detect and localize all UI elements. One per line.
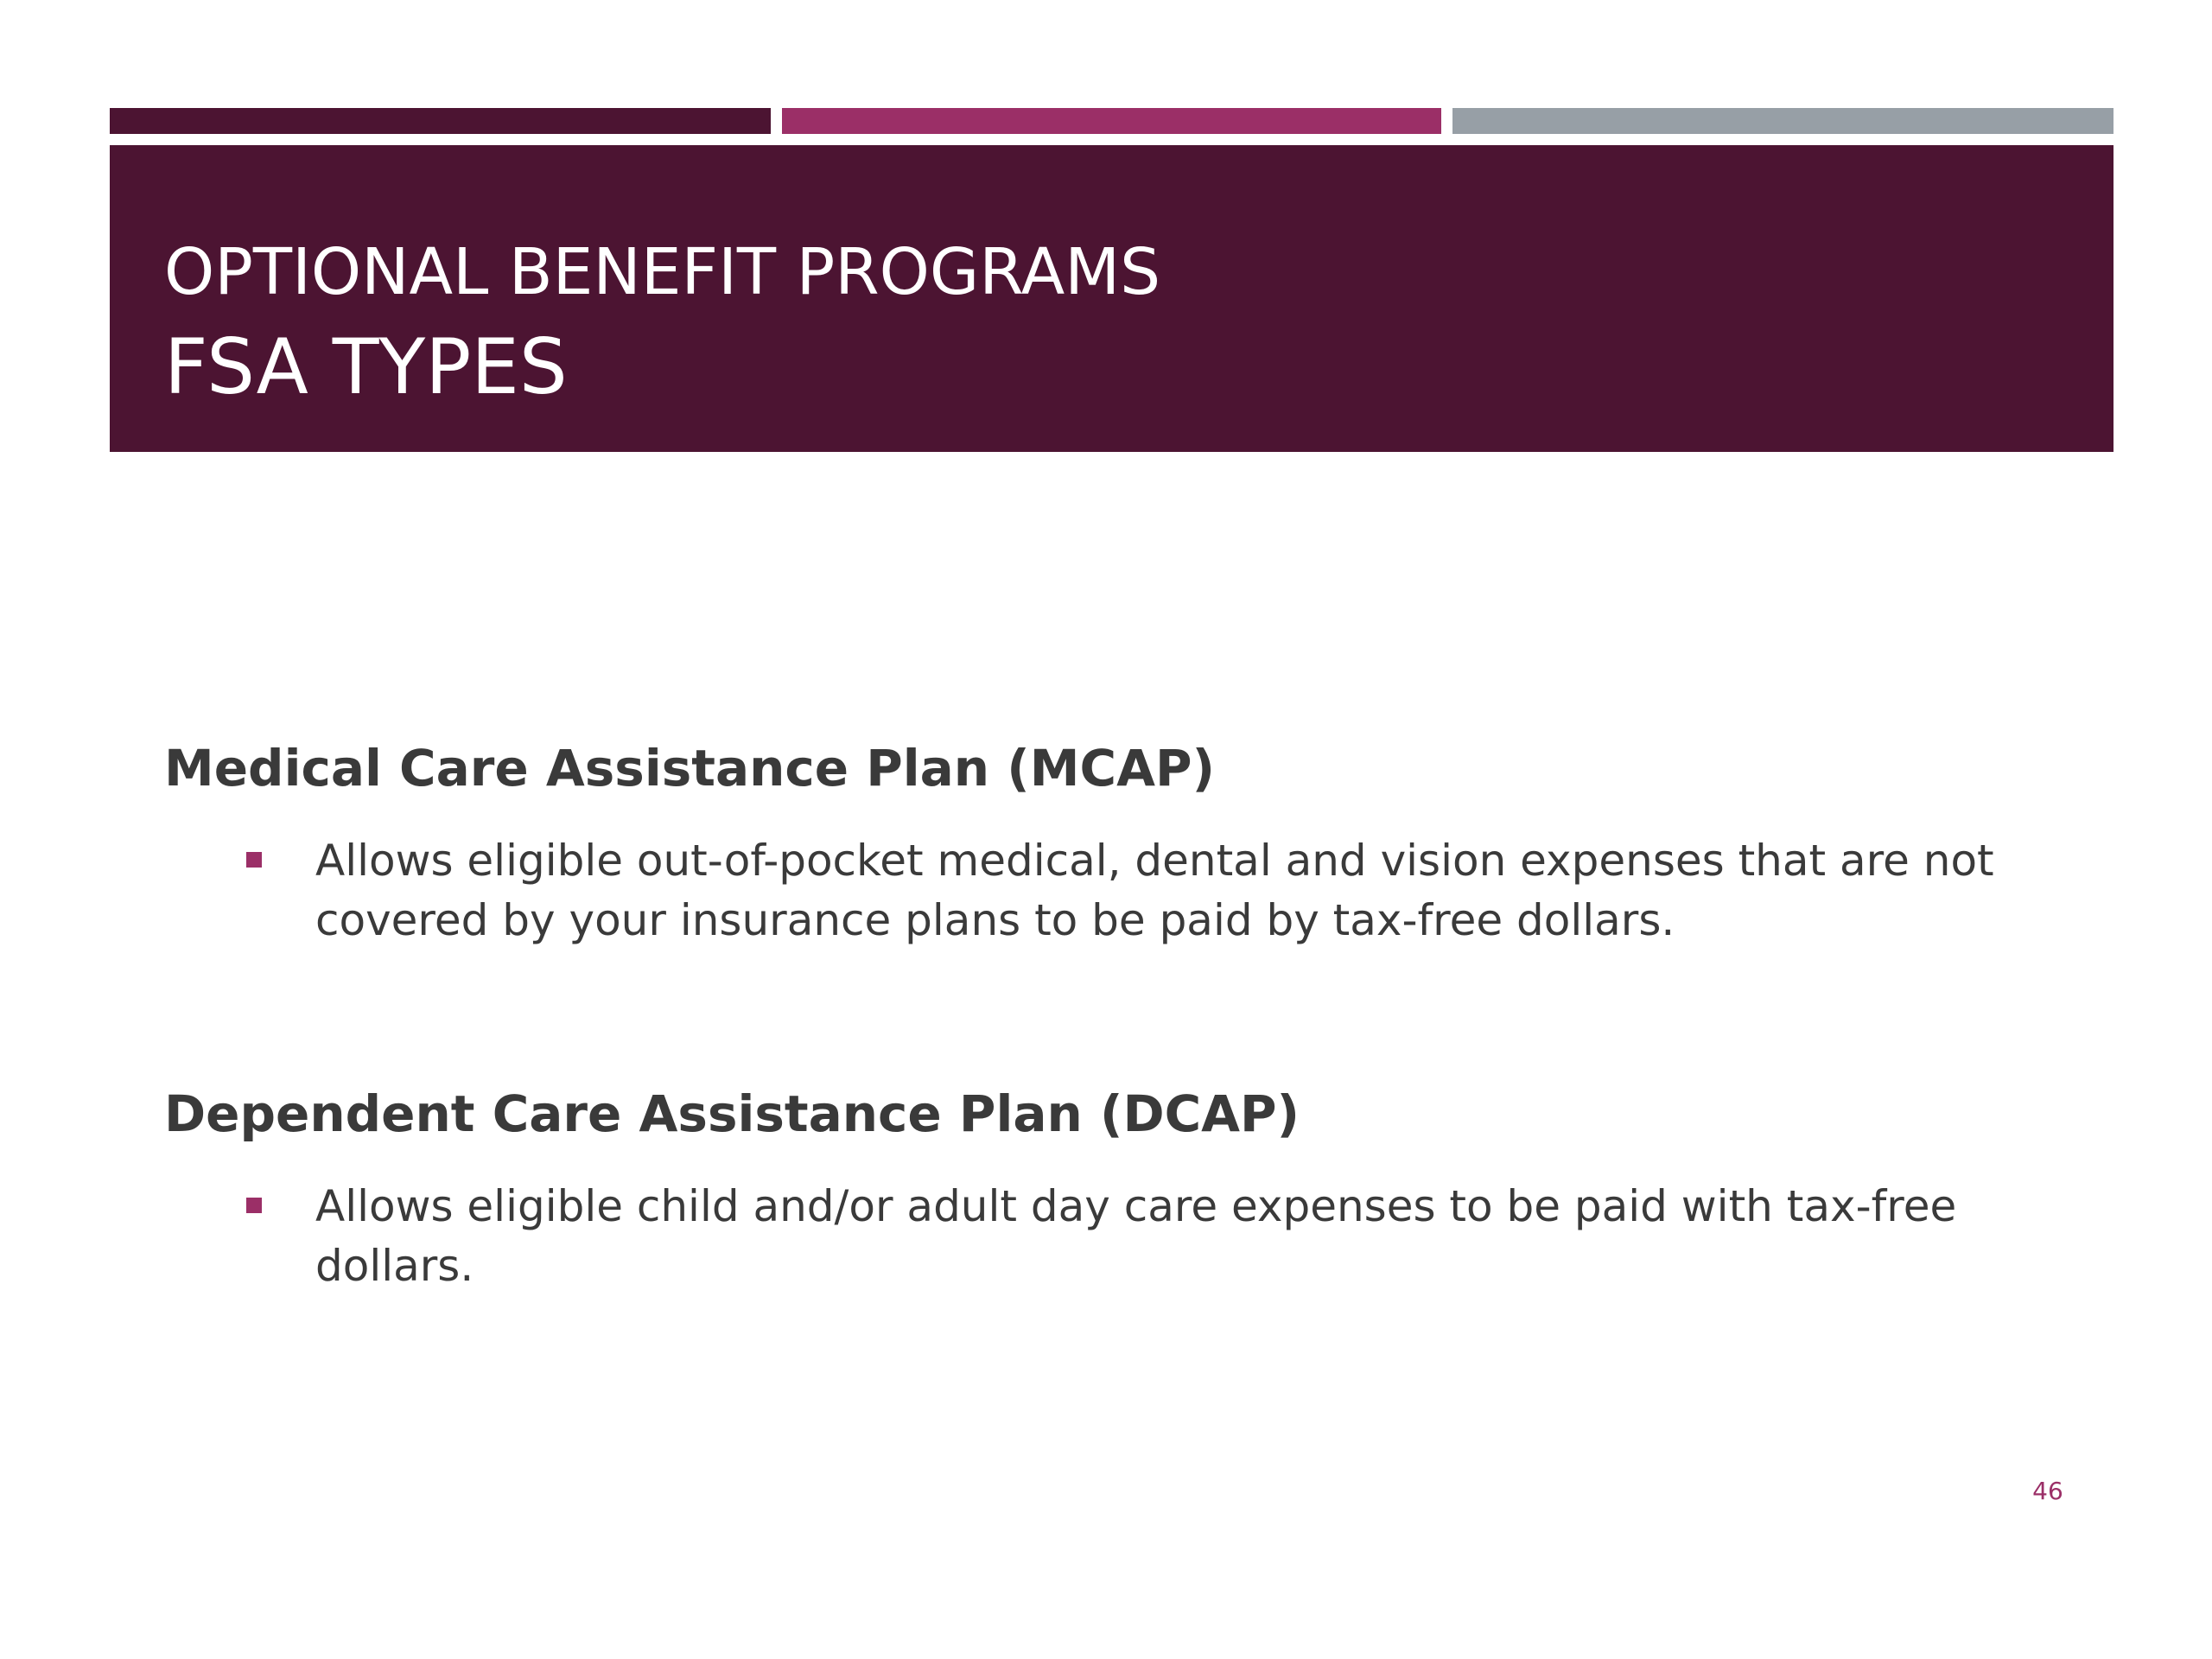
mcap-bullet-text: Allows eligible out-of-pocket medical, dental and vision expenses that are not covered by your insurance plans to be paid by tax-free dollars. (315, 836, 1994, 945)
slide-title: OPTIONAL BENEFIT PROGRAMS (164, 235, 1161, 309)
square-bullet-icon (246, 1198, 262, 1213)
mcap-heading: Medical Care Assistance Plan (MCAP) (164, 739, 1215, 798)
page-number: 46 (2032, 1477, 2063, 1505)
slide-subtitle: FSA TYPES (164, 322, 568, 411)
top-stripe-dark (110, 108, 771, 134)
top-stripe-gray (1452, 108, 2113, 134)
dcap-heading: Dependent Care Assistance Plan (DCAP) (164, 1084, 1300, 1143)
dcap-bullet-text: Allows eligible child and/or adult day care expenses to be paid with tax-free dollars. (315, 1181, 1957, 1291)
square-bullet-icon (246, 852, 262, 868)
top-stripe-accent (782, 108, 1441, 134)
title-banner (110, 145, 2113, 452)
